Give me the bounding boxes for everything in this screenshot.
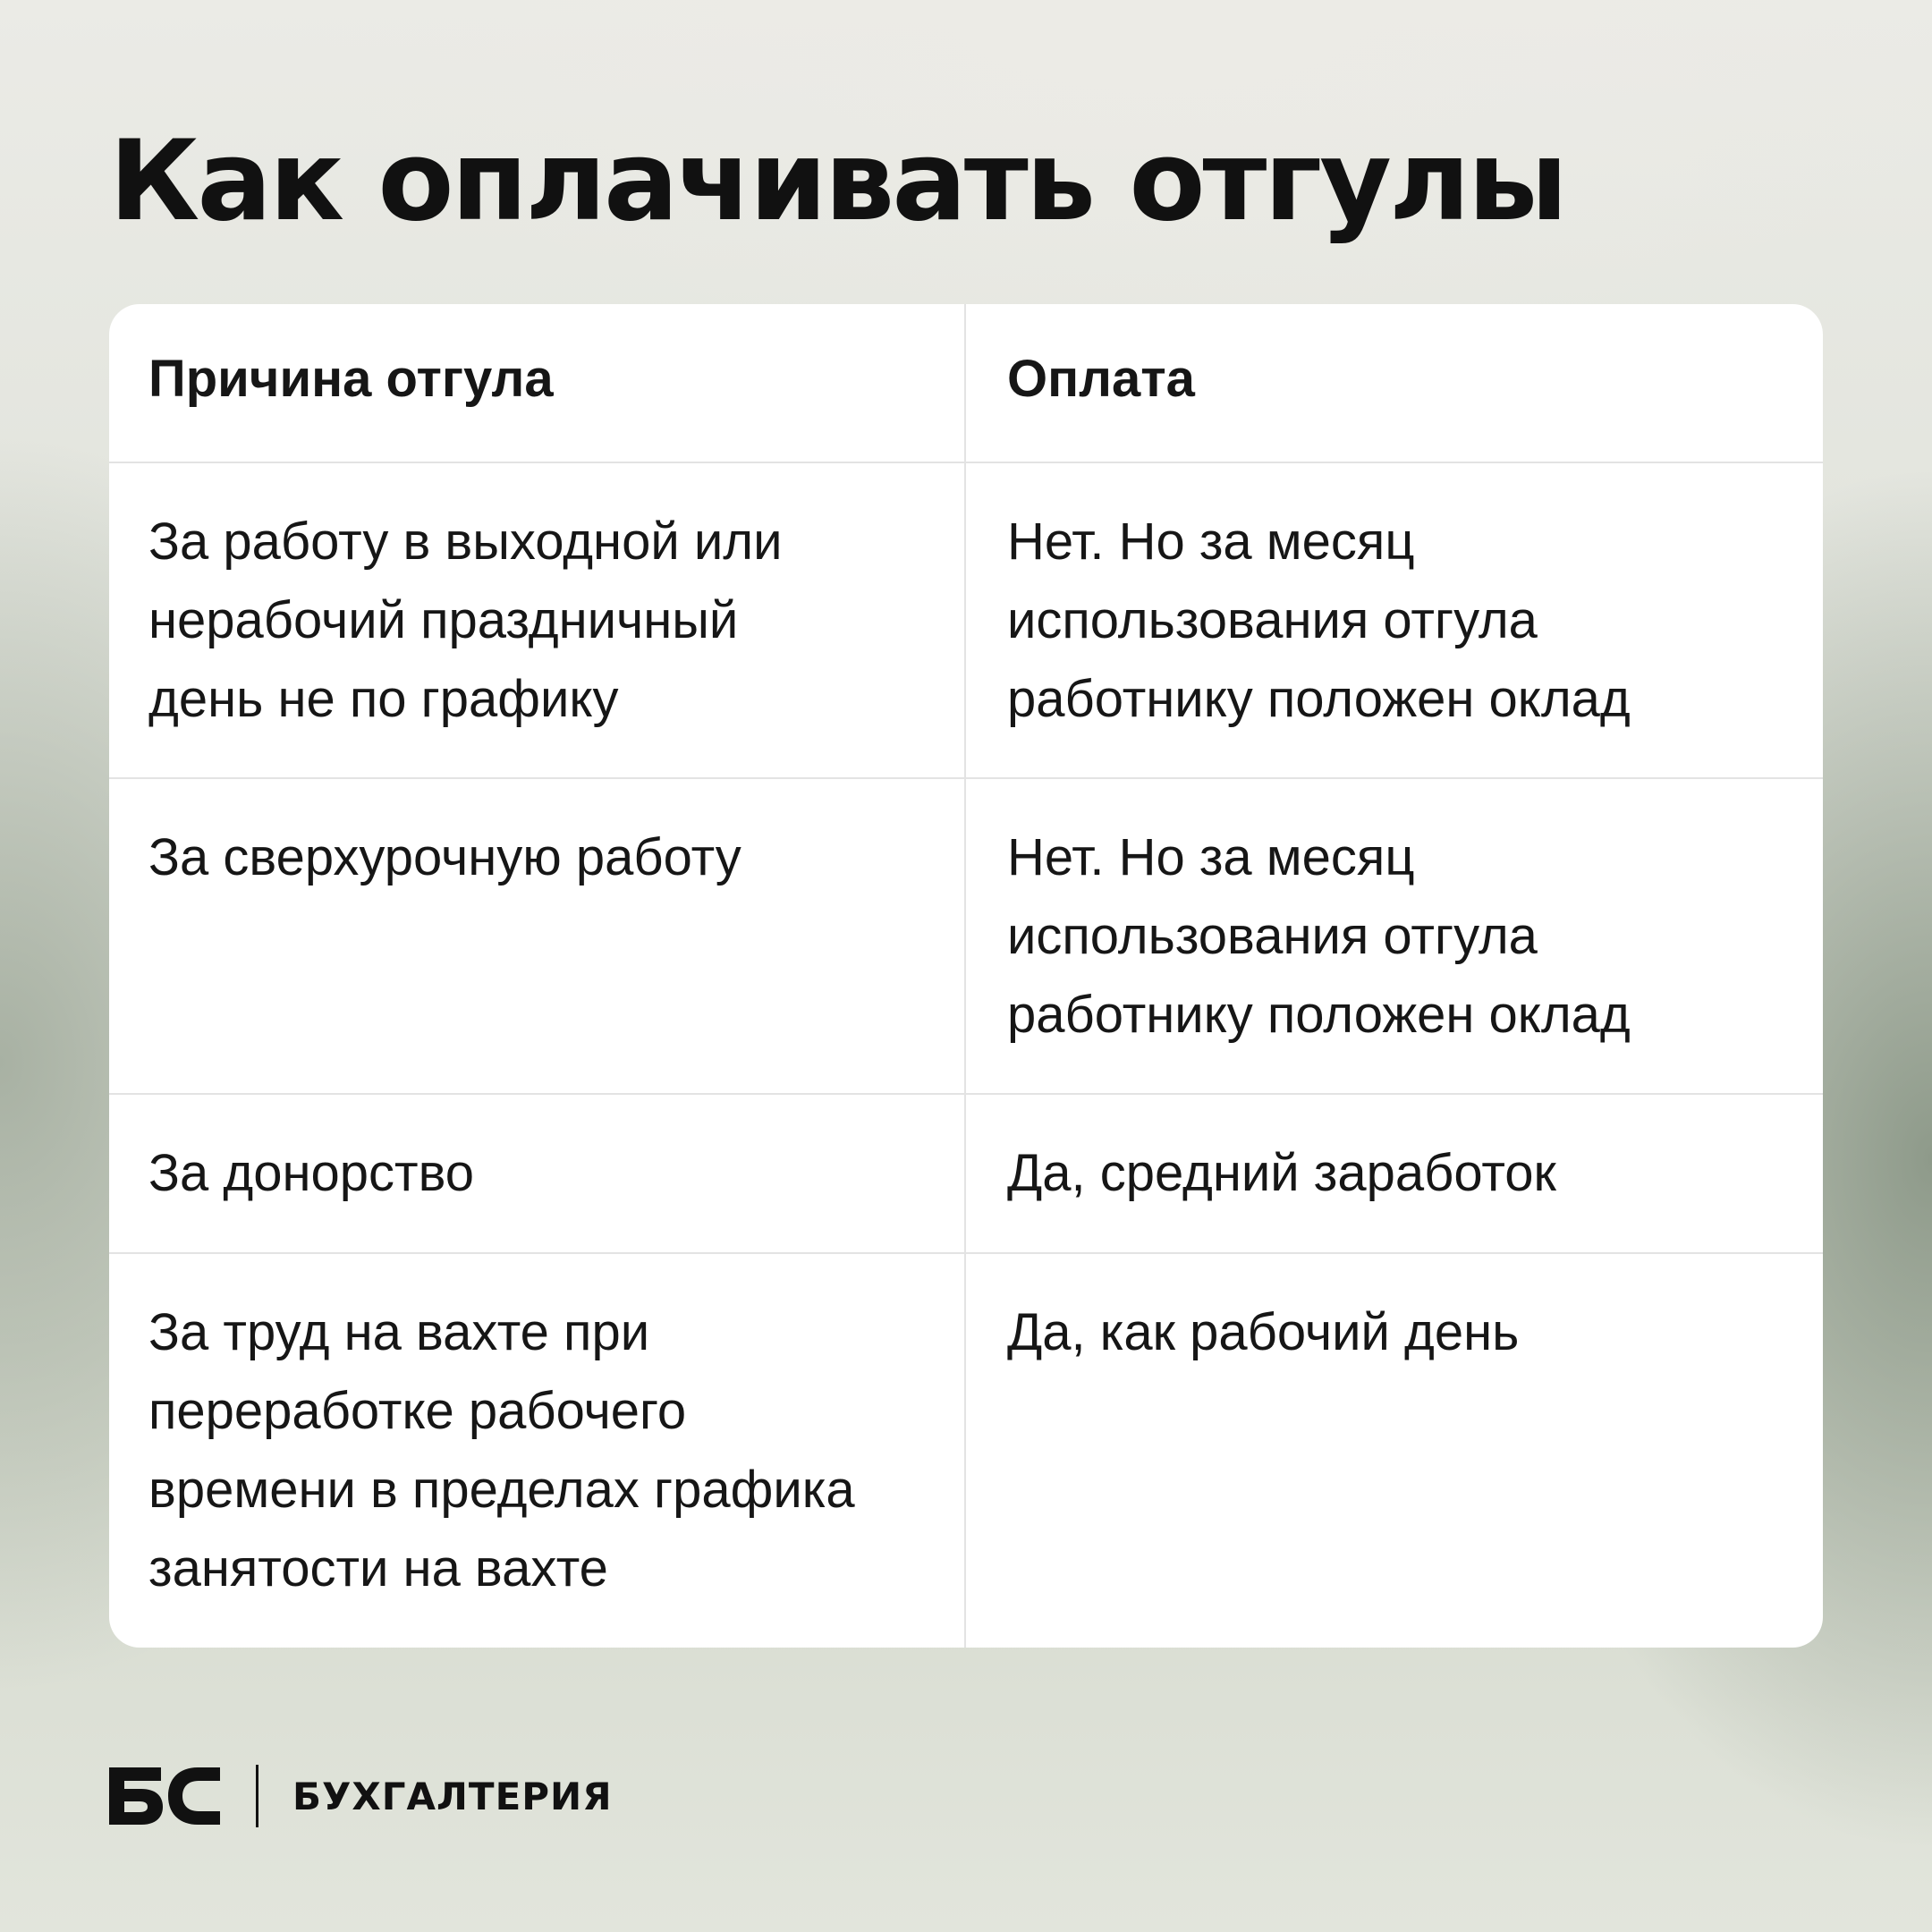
- table-row: [109, 1095, 1823, 1254]
- page-title: Как оплачивать отгулы: [109, 117, 1565, 246]
- reason-cell: [109, 779, 966, 1093]
- cell-line: занятости на вахте: [148, 1539, 608, 1597]
- cell-line: времени в пределах графика: [148, 1461, 855, 1519]
- reason-cell: [109, 1254, 966, 1648]
- table-row: [109, 1254, 1823, 1648]
- cell-line: работнику положен оклад: [1007, 670, 1631, 728]
- bs-logo-icon: [109, 1767, 220, 1825]
- header-payment: Оплата: [1007, 350, 1195, 408]
- cell-line: работнику положен оклад: [1007, 986, 1631, 1044]
- cell-line: Нет. Но за месяц: [1007, 828, 1415, 886]
- table-row: [109, 779, 1823, 1095]
- reason-cell: [109, 463, 966, 777]
- footer: [109, 1764, 613, 1828]
- footer-divider: [256, 1765, 258, 1827]
- cell-line: Да, средний заработок: [1007, 1144, 1556, 1202]
- cell-line: день не по графику: [148, 670, 619, 728]
- payment-cell: [966, 1095, 1823, 1252]
- cell-line: За донорство: [148, 1144, 475, 1202]
- cell-line: переработке рабочего: [148, 1382, 687, 1440]
- cell-line: Да, как рабочий день: [1007, 1303, 1520, 1361]
- brand-label: БУХГАЛТЕРИЯ: [292, 1774, 613, 1818]
- cell-line: использования отгула: [1007, 907, 1538, 965]
- reason-cell: [109, 1095, 966, 1252]
- cell-line: За труд на вахте при: [148, 1303, 650, 1361]
- cell-line: нерабочий праздничный: [148, 591, 739, 649]
- cell-line: Нет. Но за месяц: [1007, 513, 1415, 571]
- payment-table: [109, 304, 1823, 1648]
- payment-cell: [966, 779, 1823, 1093]
- cell-line: использования отгула: [1007, 591, 1538, 649]
- cell-line: За работу в выходной или: [148, 513, 783, 571]
- header-reason: Причина отгула: [109, 304, 966, 462]
- table-header-row: [109, 304, 1823, 463]
- cell-line: За сверхурочную работу: [148, 828, 741, 886]
- payment-cell: [966, 463, 1823, 777]
- table-row: [109, 463, 1823, 779]
- payment-cell: [966, 1254, 1823, 1648]
